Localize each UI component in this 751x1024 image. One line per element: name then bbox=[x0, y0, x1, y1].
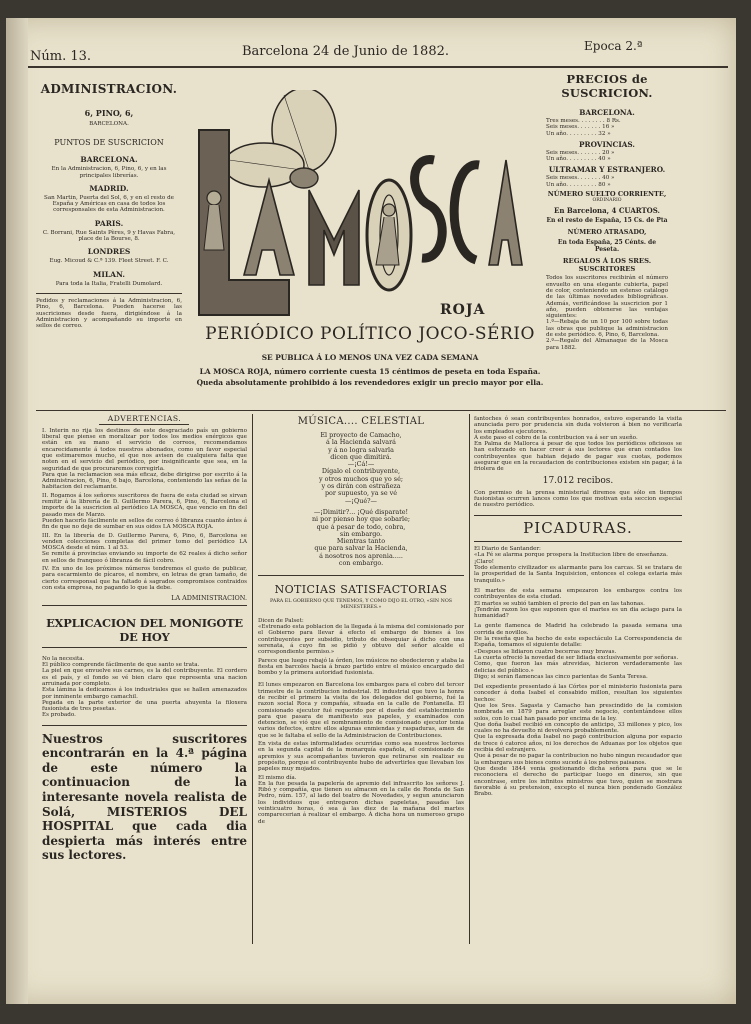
subscription-points-title: PUNTOS DE SUSCRICION bbox=[54, 138, 164, 148]
administration-title: ADMINISTRACION. bbox=[40, 82, 178, 96]
title-underline bbox=[99, 424, 189, 425]
paragraph: La gente flamenca de Madrid ha celebrado la pasada semana una corrida de novillos. bbox=[474, 623, 682, 636]
verse-line: —¡Dimitir?... ¡Qué disparate! bbox=[313, 507, 409, 516]
price-row: Un año. . . . . . . . . 32 » bbox=[546, 130, 611, 137]
paris-text: C. Borrani, Rue Saints Pères, 9 y Havas Fabra, place de la Bourse, 8. bbox=[42, 229, 176, 243]
milan-text: Para toda la Italia, Fratelli Dumolard. bbox=[55, 280, 163, 287]
prices-provinces: PROVINCIAS. bbox=[579, 139, 635, 149]
prices-title: PRECIOS de SUSCRICION. bbox=[561, 72, 653, 100]
administration-address: 6, PINO, 6, bbox=[84, 108, 134, 118]
paragraph: I. Interin no rija los destinos de este desgraciado país un gobierno liberal que piense en moralizar por todos los medios enérgicos que están en su mano el servicio de correos, recomendamos encarecidamente á todos nuestros abonados, como un favor especial que estimaremos mucho, el que nos avisen de cualquiera falta que noten en el servicio del periódico, por insignificante que sea, en la seguridad de que procuraremos corregirla. bbox=[42, 427, 247, 472]
prices-barcelona: BARCELONA. bbox=[579, 108, 635, 117]
masthead-notice-1: LA MOSCA ROJA, número corriente cuesta 15 céntimos de peseta en toda España. bbox=[199, 367, 541, 376]
paragraph: El mismo día. bbox=[258, 774, 297, 781]
paragraph: La cuerta ofreció la novedad de ser lidiada exclusivamente por señoras. bbox=[474, 654, 679, 661]
verse-line: con embargo. bbox=[338, 559, 384, 568]
column-2 bbox=[258, 416, 464, 825]
header-rule bbox=[28, 66, 728, 68]
admin-divider bbox=[36, 293, 182, 294]
noticias-subtitle: PARA EL GOBIERNO QUE TENEMOS, Y COMO DIJO EL OTRO, «SIN NOS MENESTERES.» bbox=[269, 599, 453, 610]
paragraph: Se remite á provincias enviando su importe de 62 reales á dicho señor en sellos de franqueo ó libranza de fácil cobro. bbox=[42, 551, 247, 564]
verse-line: á nosotros nos aprenia..... bbox=[319, 551, 403, 560]
gifts-item-2: 2.º—Regalo del Almanaque de la Mosca para 1882. bbox=[546, 338, 668, 351]
verse-line: á la Hacienda salvará bbox=[326, 438, 396, 447]
paragraph: IV. En uno de los próximos números tendremos el gusto de publicar, para escarmiento de pícaros, el nombre, en letras de gran tamaño, de cierto corresponsal que ha faltado á sagrados compromisos contraidos con esta empresa, no pagando lo que la debe. bbox=[42, 566, 247, 591]
roja-label: ROJA bbox=[440, 302, 486, 318]
single-issue-heading: NÚMERO SUELTO CORRIENTE, bbox=[547, 190, 667, 199]
divider bbox=[42, 647, 247, 648]
paragraph: El martes se subió tambien el precio del pan en las tahonas. bbox=[474, 600, 645, 607]
paragraph: Del expediente presentado á las Córtes por el ministerio fusionista para conceder á doña Isabel el consabido millon, resultan los siguientes hechos: bbox=[474, 684, 682, 703]
paragraph: El público comprende fácilmente de que santo se trata. bbox=[42, 662, 200, 669]
paragraph: Como, que fueron las más atrevidas, hicieron verdaderamente las delicias del público.» bbox=[474, 661, 682, 674]
verse-line: sin embargo. bbox=[339, 529, 383, 538]
column-1 bbox=[42, 414, 247, 863]
prices-provinces-rows bbox=[546, 150, 668, 163]
noticias-body bbox=[258, 618, 464, 825]
verse-line: por supuesto, ya se vé bbox=[324, 489, 398, 498]
paragraph: El martes de esta semana empezaron los embargos contra los contribuyentes de esta ciudad. bbox=[474, 587, 682, 601]
paragraph: II. Rogamos á los señores suscritores de fuera de esta ciudad se sirvan remitir á la librería de D. Guillermo Parera, 6, Pino, 6, Barcelona el importe de la suscricion al periódico LA MOSCA, que vencio en fin del pasado mes de Marzo. bbox=[42, 492, 247, 518]
divider bbox=[474, 541, 682, 542]
la-mosca-logo bbox=[184, 90, 524, 330]
paragraph: En la fue pesada la papelería de apremio del infrascrito los señores J. Ribó y compañía, que tienen su almacen en la calle de Ronda de San Pedro, núm. 157, al lado del teatro de Novedades, y segun anunciaron los individuos que entregaron dichas papeletas, pasadas las veinticuatro horas, ó sea á las diez de la mañana del martes comparecerian á realizar el embargo. Á dicha hora un numeroso grupo de bbox=[258, 780, 464, 825]
issue-number: Núm. 13. bbox=[30, 49, 92, 64]
masthead-text bbox=[180, 324, 560, 387]
price-row: Seis meses. . . . . . . 20 » bbox=[546, 149, 615, 156]
column-3 bbox=[474, 416, 682, 797]
advertencias-body bbox=[42, 428, 247, 591]
paragraph: La piel en que envuelve sus carnes, es la del contribuyente. El cordero es el país, y el fondo se vé bien claro que representa una nacion arruinada por completo. bbox=[42, 668, 247, 687]
milan-heading: MILAN. bbox=[93, 269, 125, 279]
section-rule bbox=[36, 410, 726, 411]
single-issue-ordinary: ORDINARIO bbox=[592, 198, 622, 204]
verse-line: El proyecto de Camacho, bbox=[320, 431, 402, 439]
musica-verses bbox=[258, 432, 464, 567]
verse-line: que á pesar de todo, cobra, bbox=[316, 522, 406, 531]
madrid-heading: MADRID. bbox=[89, 183, 129, 193]
novel-announcement: Nuestros suscritores encontrarán en la 4.ª página de este número la continuacion de la interesante novela realista de Solá, MISTERIOS DEL HOSPITAL que cada dia despierta más interés entre sus lectores. bbox=[42, 731, 247, 863]
verse-line: dicen que dimitirá. bbox=[330, 452, 392, 461]
paragraph: Digo; si serán flamencas las cinco parientas de Santa Teresa. bbox=[474, 673, 648, 680]
paragraph: III. En la librería de D. Guillermo Parera, 6, Pino, 6, Barcelona se venden colecciones completas del primer tomo del periódico LA MOSCA desde el núm. 1 al 53. bbox=[42, 532, 247, 552]
prices-barcelona-rows bbox=[546, 118, 668, 137]
price-row: Tres meses. . . . . . . . 8 Rs. bbox=[546, 118, 621, 124]
verse-line: y os dirán con estrañeza bbox=[321, 482, 401, 491]
paragraph: Esta lámina la dedicamos á los industriales que se hallen amenazados por inminente embargo camachil. bbox=[42, 687, 247, 700]
verse-line: —¡Qué?— bbox=[345, 496, 377, 505]
gifts-text: Todos los suscritores recibirán el número envuelto en una elegante cubierta, papel de color, conteniendo un estenso catálogo de las últimas novedades bibliográficas. Además, verificándose la suscricion por 1 año, pueden obtenerse las ventajas siguientes: bbox=[546, 275, 668, 320]
back-issue-text: En toda España, 25 Cénts. de Peseta. bbox=[557, 239, 657, 254]
newspaper-page bbox=[6, 18, 736, 1004]
divider bbox=[258, 575, 464, 576]
column-3-body bbox=[474, 416, 682, 473]
paragraph: Á este paso el cobro de la contribucion va á ser un sueño. bbox=[474, 434, 638, 441]
verse-line: y otros muchos que yo sé; bbox=[318, 474, 404, 483]
paragraph: Todo elemento civilizador es alarmante para los carcas. Si se tratara de la prosperidad de la Santa Inquisicion, entonces el colega estaria más tranquilo.» bbox=[474, 565, 682, 584]
administration-box bbox=[36, 82, 182, 329]
paragraph: ¡Tendrán razon los que suponen que el martes es un dia aciago para la humanidad? bbox=[474, 606, 682, 620]
paragraph: En Palma de Mallorca á pesar de que todos los periódicos oficiosos se han esforzado en hacer creer á sus lectores que eran contados los contribuyentes que habian dejado de pagar sus cuotas, podemos asegurar que en la recaudacion de contribuciones existen sin pagar, á la friolera de bbox=[474, 441, 682, 473]
receipts-count: 17.012 recibos. bbox=[542, 475, 614, 486]
paragraph: «Despues se lidiaron cuatro becerras muy bravas. bbox=[474, 648, 617, 655]
paragraph: Que desde 1844 venia gestionando dicha señora para que se le reconociera el derecho de participar luego en dineros, sin que encontrase, entre los infinitos ministros que tuvo, quien se mostrara favorable á su pretension, excepto el nunca bien ponderado González Brabo. bbox=[474, 765, 682, 798]
administration-note: Pedidos y reclamaciones á la Administracion, 6, Pino, 6, Barcelona. Pueden hacerse las suscriciones desde fuera, dirigiéndose á la Administracion y acompañando su importe en sellos de correo. bbox=[36, 297, 182, 330]
advertencias-title: ADVERTENCIAS. bbox=[107, 414, 182, 423]
binding-edge bbox=[6, 18, 28, 1004]
paragraph: Es probado. bbox=[42, 712, 76, 719]
monigote-title: EXPLICACION DEL MONIGOTE DE HOY bbox=[46, 616, 243, 645]
noticias-title: NOTICIAS SATISFACTORIAS bbox=[274, 583, 448, 597]
paragraph: El Diario de Santander: bbox=[474, 546, 541, 553]
masthead-notice-2: Queda absolutamente prohibido á los revendedores exigir un precio mayor por ella. bbox=[196, 378, 544, 387]
masthead-subtitle: PERIÓDICO POLÍTICO JOCO-SÉRIO bbox=[205, 324, 535, 344]
advertencias-signature: LA ADMINISTRACION. bbox=[171, 594, 247, 603]
price-row: Un año. . . . . . . . . 80 » bbox=[546, 181, 611, 188]
paragraph: Que los Sres. Sagasta y Camacho han prescindido de la comision nombrada en 1879 para arreglar este negocio, contentándose ellos solos, con lo cual han pasado por encima de la ley. bbox=[474, 702, 682, 722]
paragraph: «Estrenado esta poblacion de la llegada á la misma del comisionado por el Gobierno para llevar á efecto el embargo de bienes á los contribuyentes por subsidio, tributo de obsequiar á dicho con una serenata, á cuyo fin se pidió y obtuvo del señor alcalde el correspondiente permiso.» bbox=[258, 624, 464, 656]
paris-heading: PARIS. bbox=[94, 218, 124, 228]
masthead-frequency: SE PUBLICA Á LO MENOS UNA VEZ CADA SEMANA bbox=[261, 353, 479, 362]
divider bbox=[42, 605, 247, 606]
verse-line: ni por pienso hoy que sobarle; bbox=[311, 515, 411, 524]
verse-line: Dígalo el contribuyente, bbox=[321, 467, 401, 476]
verse-line: —¡Cá!— bbox=[347, 460, 375, 469]
paragraph: Parece que luego rebajó la órden, los músicos no obedecieron y ataba la fiesta en barcoles hacia á brazo partido entre el músico encargado del bombo y la primera autoridad fusionista. bbox=[258, 657, 464, 677]
gifts-heading: REGALOS Á LOS SRES. SUSCRITORES bbox=[562, 257, 652, 274]
paragraph: El lunes empezaron en Barcelona los embargos para el cobro del tercer trimestre de la contribucion industrial. El industrial que tuvo la honra de recibir el primero la visita de los delegados del gobierno, fué la razon social Roca y compañía, situada en la calle de Fontanella. El comisionado ejecutor fué requerido por el dueño del establecimiento para que pasara de manifiesto sus papeles, y examinados con detencion, se vió que el nombramiento de comisionado ejecutor tenia varios defectos, entre ellos algunas enmiendas y raspaduras, amen de que se le faltaba el sello de la Administracion de Contribuciones. bbox=[258, 682, 464, 739]
subscription-prices-box bbox=[546, 72, 668, 351]
madrid-text: San Martin, Puerta del Sol, 6, y en el resto de España y Américas en casa de todos los corresponsales de esta Administracion. bbox=[44, 194, 174, 214]
price-row: Seis meses. . . . . . . 16 » bbox=[546, 124, 615, 131]
back-issue-heading: NÚMERO ATRASADO, bbox=[567, 228, 647, 237]
paragraph: De la reseña que ha hecho de este espectáculo La Correspondencia de España, tomamos el siguiente detalle: bbox=[474, 636, 682, 649]
barcelona-heading: BARCELONA. bbox=[80, 155, 138, 165]
paragraph: Que doña Isabel recibió en concepto de anticipo, 33 millones y pico, los cuales no ha devuelto ni devolverá probablemente. bbox=[474, 721, 682, 735]
column-3-closing: Con permiso de la prensa ministerial diremos que sólo en tiempos fusionistas ocurren lances como los que motivan esta seccion especial de nuestro periódico. bbox=[474, 489, 682, 509]
divider bbox=[474, 515, 682, 516]
paragraph: Que á pesar de no pagar la contribucion no hubo ningun recaudador que la embargara sus bienes como sucede á los pobres paisanos. bbox=[474, 753, 682, 766]
paragraph: «La Fé se alarma porque prospera la Institucion libre de enseñanza. bbox=[474, 552, 668, 559]
epoch-label: Epoca 2.ª bbox=[584, 39, 643, 53]
rest-price: En el resto de España, 15 Cs. de Pta bbox=[546, 217, 668, 225]
prices-overseas-rows bbox=[546, 175, 668, 188]
price-row: Un año. . . . . . . . . 40 » bbox=[546, 156, 611, 163]
divider bbox=[42, 725, 247, 726]
date-line: Barcelona 24 de Junio de 1882. bbox=[242, 44, 449, 59]
verse-line: Mientras tanto bbox=[336, 537, 386, 546]
barcelona-text: En la Administracion, 6, Pino, 6, y en las principales librerías. bbox=[51, 166, 167, 179]
paragraph: fantoches ó sean contribuyentes honrados, estuvo esperando la visita anunciada pero por prudencia sin duda volvieron á bien no verificarla los empleados ejecutores. bbox=[474, 416, 682, 435]
picaduras-title: PICADURAS. bbox=[523, 519, 633, 538]
paragraph: Pueden hacerlo fácilmente en sellos de correo ó libranza cuanto ántes á fin de que no deje de sumbar en sus oidos LA MOSCA ROJA. bbox=[42, 517, 247, 531]
verse-line: que para salvar la Hacienda, bbox=[314, 544, 408, 553]
paragraph: En vista de estas informalidades ocurridas como sea nuestros lectores en la segunda capital de la monarquía española, el comisionado de apremios y sus acompañantes tuvieron que retirarse sin realizar su propósito, porque el contribuyente hubo de advertirles que llevaban los papeles muy mojados. bbox=[258, 741, 464, 773]
paragraph: Para que la reclamacion sea más eficaz, debe dirigirse por escrito á la Administracion, 6, Pino, 6 bajo, Barcelona, conteniendo las señas de la habitacion del reclamante. bbox=[42, 471, 247, 491]
london-heading: LONDRES bbox=[87, 247, 131, 257]
column-rule-1 bbox=[252, 414, 253, 944]
london-text: Eug. Micoud & C.ª 139. Fleet Street. F. C. bbox=[49, 258, 169, 265]
paragraph: Que la expresada doña Isabel no pagó contribucion alguna por espacio de trece ó catorce años, ni los derechos de Aduanas por los objetos que recibia del estranjero. bbox=[474, 734, 682, 754]
prices-overseas: ULTRAMAR Y ESTRANJERO. bbox=[548, 165, 666, 175]
picaduras-body bbox=[474, 546, 682, 797]
paragraph: Pegada en la parte exterior de una puerta ahuyenta la filoxera fusionista de tres pesetas. bbox=[42, 699, 247, 713]
administration-city: BARCELONA. bbox=[89, 121, 129, 127]
paragraph: ¡Claro! bbox=[474, 558, 494, 565]
verse-line: y á no logra salvarla bbox=[328, 445, 394, 454]
paragraph: No la necesita. bbox=[42, 655, 85, 662]
column-rule-2 bbox=[469, 414, 470, 944]
musica-title: MÚSICA.... CELESTIAL bbox=[297, 416, 425, 427]
price-row: Seis meses. . . . . . . 40 » bbox=[546, 175, 615, 182]
monigote-body bbox=[42, 656, 247, 719]
gifts-item-1: 1.º—Rebaja de un 10 por 100 sobre todas las obras que publique la administracion de este periódico. 6, Pino, 6, Barcelona. bbox=[546, 319, 668, 339]
paragraph: Dicen de Palset: bbox=[258, 617, 304, 624]
barcelona-price: En Barcelona, 4 CUARTOS. bbox=[554, 206, 660, 216]
